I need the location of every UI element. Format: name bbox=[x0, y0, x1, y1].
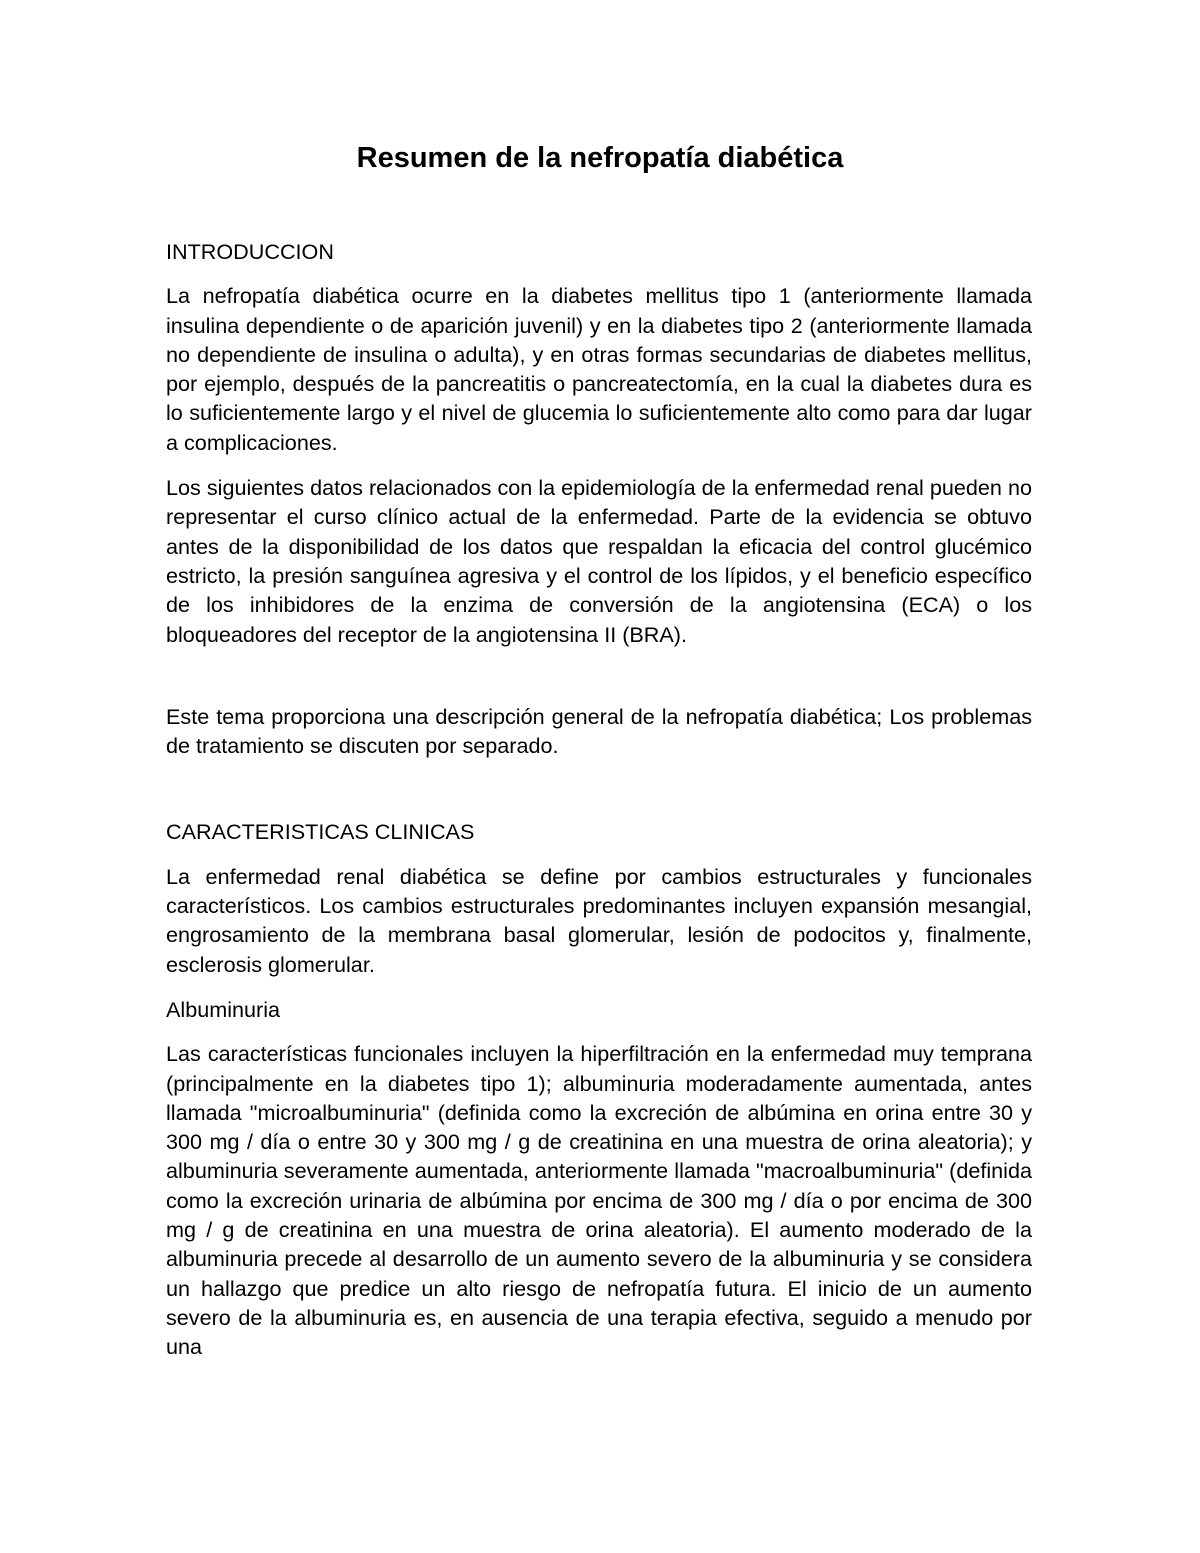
paragraph-intro-3: Este tema proporciona una descripción general de la nefropatía diabética; Los problemas de tratamiento se discuten por separado. bbox=[166, 703, 1032, 759]
blank-line bbox=[166, 776, 1032, 817]
paragraph-intro-2: Los siguientes datos relacionados con la epidemiología de la enfermedad renal pueden no representar el curso clínico actual de la enfermedad. Parte de la evidencia se obtuvo antes de la disponibilidad de los datos que respaldan la eficacia del control glucémico estricto, la presión sanguínea agresiva y el control de los lípidos, y el beneficio específico de los inhibidores de la enzima de conversión de la angiotensina (ECA) o los bloqueadores del receptor de la angiotensina II (BRA). bbox=[166, 475, 1032, 647]
paragraph-intro-1: La nefropatía diabética ocurre en la diabetes mellitus tipo 1 (anteriormente llamada insulina dependiente o de aparición juvenil) y en la diabetes tipo 2 (anteriormente llamada no dependiente de insulina o adulta), y en otras formas secundarias de diabetes mellitus, por ejemplo, después de la pancreatitis o pancreatectomía, en la cual la diabetes dura es lo suficientemente largo y el nivel de glucemia lo suficientemente alto como para dar lugar a complicaciones. bbox=[166, 283, 1032, 455]
subsection-heading-albuminuria: Albuminuria bbox=[166, 996, 281, 1022]
document-title: Resumen de la nefropatía diabética bbox=[356, 142, 844, 174]
section-heading-caracteristicas-clinicas: CARACTERISTICAS CLINICAS bbox=[166, 819, 475, 845]
blank-line bbox=[166, 665, 1032, 702]
paragraph-albuminuria-1: Las características funcionales incluyen la hiperfiltración en la enfermedad muy temprana (principalmente en la diabetes tipo 1); albuminuria moderadamente aumentada, antes llamada "microalbuminuria" (definida como la excreción de albúmina en orina entre 30 y 300 mg / día o entre 30 y 300 mg / g de creatinina en una muestra de orina aleatoria); y albuminuria severamente aumentada, anteriormente llamada "macroalbuminuria" (definida como la excreción urinaria de albúmina por encima de 300 mg / día o por encima de 300 mg / g de creatinina en una muestra de orina aleatoria). El aumento moderado de la albuminuria precede al desarrollo de un aumento severo de la albuminuria y se considera un hallazgo que predice un alto riesgo de nefropatía futura. El inicio de un aumento severo de la albuminuria es, en ausencia de una terapia efectiva, seguido a menudo por una bbox=[166, 1041, 1032, 1360]
paragraph-clinical-1: La enfermedad renal diabética se define por cambios estructurales y funcionales característicos. Los cambios estructurales predominantes incluyen expansión mesangial, engrosamiento de la membrana basal glomerular, lesión de podocitos y, finalmente, esclerosis glomerular. bbox=[166, 863, 1032, 977]
section-heading-introduccion: INTRODUCCION bbox=[166, 239, 334, 264]
document-body bbox=[166, 237, 1032, 1378]
